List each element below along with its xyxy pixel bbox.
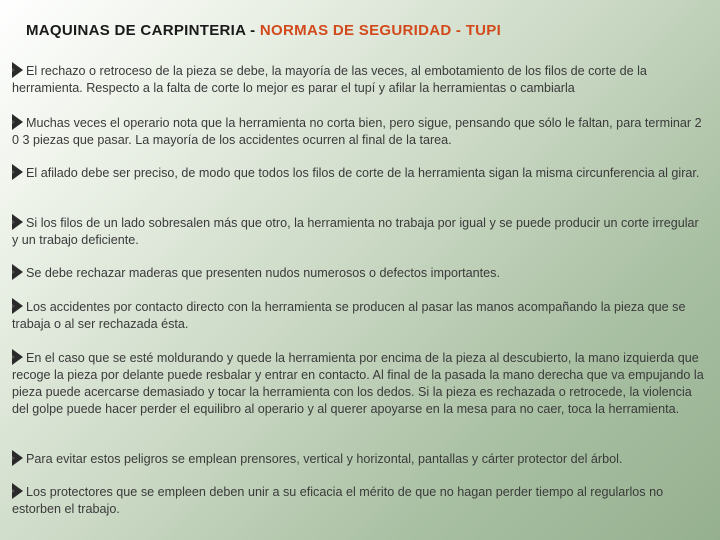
bullet-item — [12, 62, 708, 97]
bullet-text: Los accidentes por contacto directo con la herramienta se producen al pasar las manos acompañando la pieza que se trabaja o al ser rechazada ésta. — [12, 300, 686, 331]
bullet-item — [12, 264, 708, 282]
arrowhead-bullet-icon — [12, 349, 23, 365]
bullet-item — [12, 298, 708, 333]
bullet-item — [12, 483, 708, 518]
bullet-item — [12, 214, 708, 249]
bullet-item — [12, 450, 708, 468]
title-subtitle: NORMAS DE SEGURIDAD - TUPI — [259, 22, 502, 39]
arrowhead-bullet-icon — [12, 450, 23, 466]
bullet-text: Si los filos de un lado sobresalen más que otro, la herramienta no trabaja por igual y se puede producir un corte irregular y un trabajo deficiente. — [12, 216, 699, 247]
arrowhead-bullet-icon — [12, 164, 23, 180]
bullet-text: En el caso que se esté moldurando y quede la herramienta por encima de la pieza al descubierto, la mano izquierda que recoge la pieza por delante puede resbalar y entrar en contacto. Al final de la pasada la mano derecha que va empujando la pieza puede acercarse demasiado y tocar la herramienta con los dedos. Si la pieza es rechazada o retrocede, la violencia del golpe puede hacer perder el equilibro al operario y al querer apoyarse en la mesa para no caer, toca la herramienta. — [12, 351, 704, 416]
arrowhead-bullet-icon — [12, 114, 23, 130]
bullet-text: El afilado debe ser preciso, de modo que todos los filos de corte de la herramienta sigan la misma circunferencia al girar. — [26, 166, 700, 180]
bullet-text: Muchas veces el operario nota que la herramienta no corta bien, pero sigue, pensando que sólo le faltan, para terminar 2 0 3 piezas que pasar. La mayoría de los accidentes ocurren al final de la tarea. — [12, 116, 702, 147]
arrowhead-bullet-icon — [12, 298, 23, 314]
bullet-item — [12, 164, 708, 182]
bullet-text: El rechazo o retroceso de la pieza se debe, la mayoría de las veces, al embotamiento de los filos de corte de la herramienta. Respecto a la falta de corte lo mejor es parar el tupí y afilar la herramientas o cambiarla — [12, 64, 647, 95]
bullet-text: Se debe rechazar maderas que presenten nudos numerosos o defectos importantes. — [26, 266, 500, 280]
arrowhead-bullet-icon — [12, 62, 23, 78]
bullet-text: Los protectores que se empleen deben unir a su eficacia el mérito de que no hagan perder tiempo al regularlos no estorben el trabajo. — [12, 485, 664, 516]
arrowhead-bullet-icon — [12, 214, 23, 230]
arrowhead-bullet-icon — [12, 483, 23, 499]
bullet-item — [12, 114, 708, 149]
slide-title — [26, 22, 706, 39]
bullet-text: Para evitar estos peligros se emplean prensores, vertical y horizontal, pantallas y cárter protector del árbol. — [26, 452, 623, 466]
arrowhead-bullet-icon — [12, 264, 23, 280]
bullet-item — [12, 349, 708, 418]
title-main: MAQUINAS DE CARPINTERIA - — [26, 22, 260, 39]
